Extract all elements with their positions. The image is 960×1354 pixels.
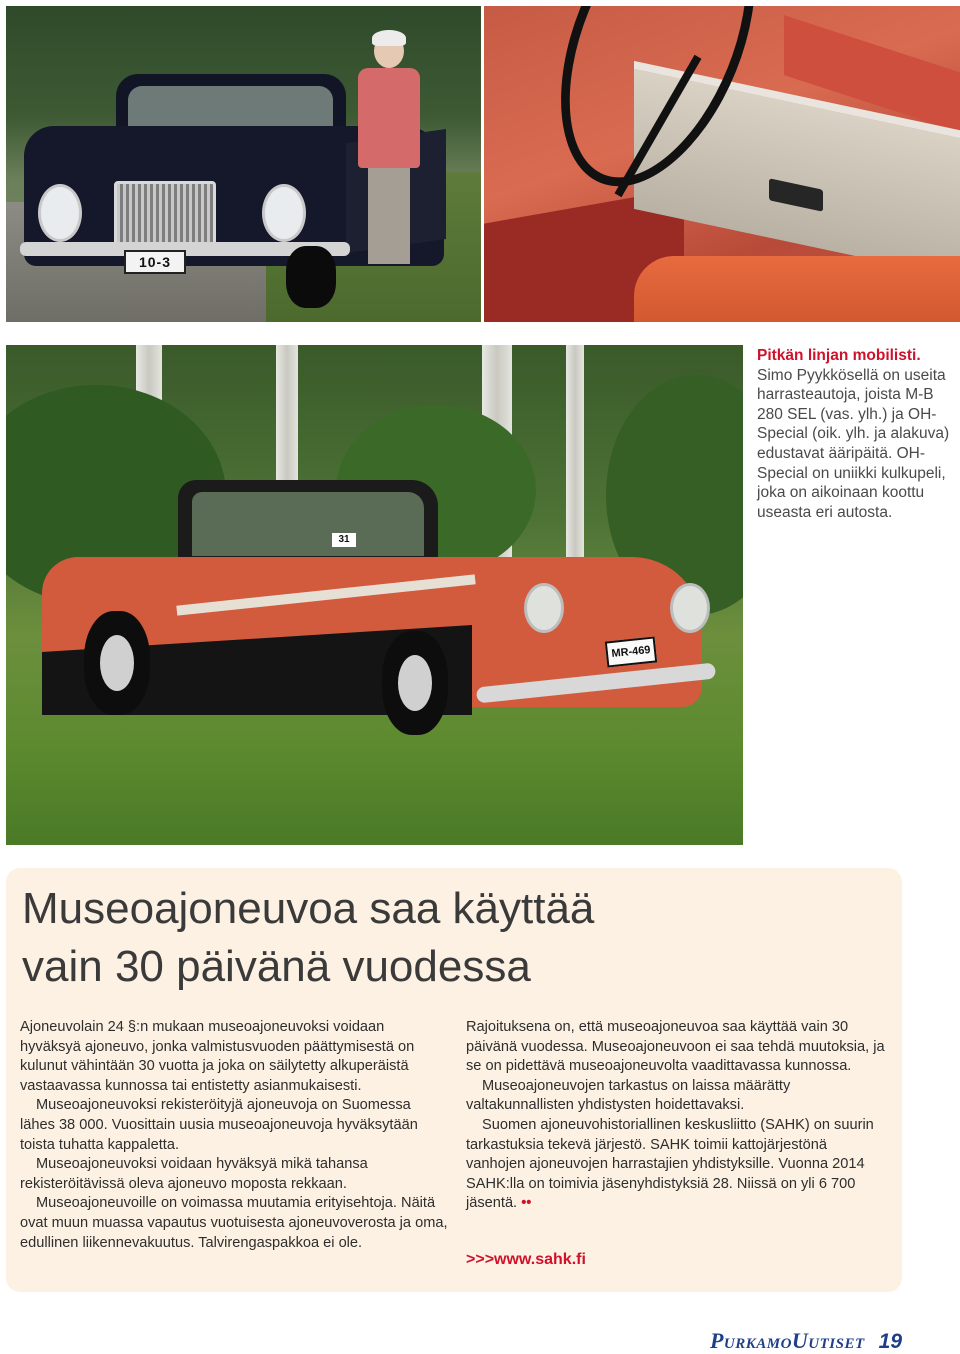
photo-oh-special	[6, 345, 743, 845]
car-window	[192, 492, 424, 556]
person-hair	[372, 30, 406, 46]
license-plate: MR-469	[605, 636, 657, 667]
article-column-right	[466, 1018, 890, 1214]
paragraph-text: Suomen ajoneuvohistoriallinen keskusliitto (SAHK) on suurin tarkastuksia tekevä järjestö. SAHK toimii kattojärjestönä vanhojen ajoneuvojen harrastajien yhdistyksille. Vuonna 2014 SAHK:lla on toimivia jäsenyhdistyksiä 28. Niissä on yli 6 700 jäsentä.	[466, 1116, 874, 1212]
caption-lead: Pitkän linjan mobilisti.	[757, 347, 921, 364]
article-column-left	[20, 1018, 448, 1253]
photo-caption	[757, 346, 955, 522]
caption-text: Simo Pyykkösellä on useita harrasteautoja, joista M-B 280 SEL (vas. ylh.) ja OH-Special (oik. ylh. ja alakuva) edustavat ääripäitä. OH-Special on uniikki kulkupeli, joka on aikoinaan koottu useasta eri autosta.	[757, 366, 950, 521]
photo-oh-special-interior	[484, 6, 960, 322]
magazine-name: PurkamoUutiset	[709, 1328, 865, 1353]
car-headlight-right	[262, 184, 306, 242]
car-headlight-right	[670, 583, 710, 633]
person-legs	[368, 168, 410, 264]
car-wheel	[286, 246, 336, 308]
windscreen-tag: 31	[332, 533, 356, 547]
car-headlight-left	[38, 184, 82, 242]
article-title-line2: vain 30 päivänä vuodessa	[22, 942, 531, 991]
paragraph: Museoajoneuvojen tarkastus on laissa määrätty valtakunnallisten yhdistysten hoidettavaksi.	[466, 1077, 791, 1114]
paragraph: Museoajoneuvoille on voimassa muutamia erityisehtoja. Näitä ovat muun muassa vapautus vuotuisesta ajoneuvoverosta ja oma, edullinen liikennevakuutus. Talvirengaspakkoa ei ole.	[20, 1195, 448, 1251]
car-headlight-left	[524, 583, 564, 633]
license-plate: 10-3	[124, 250, 186, 274]
article-title-line1: Museoajoneuvoa saa käyttää	[22, 884, 595, 933]
paragraph	[466, 1116, 890, 1214]
paragraph: Museoajoneuvoksi rekisteröityjä ajoneuvoja on Suomessa lähes 38 000. Vuosittain uusia museoajoneuvoja hyväksytään toista tuhatta kappaletta.	[20, 1097, 418, 1153]
page-number: 19	[878, 1330, 902, 1353]
end-mark: ••	[521, 1195, 532, 1212]
link-arrows: >>>	[466, 1251, 495, 1268]
paragraph: Museoajoneuvoksi voidaan hyväksyä mikä tahansa rekisteröitävissä oleva ajoneuvo moposta rekkaan.	[20, 1156, 368, 1192]
paragraph: Rajoituksena on, että museoajoneuvoa saa käyttää vain 30 päivänä vuodessa. Museoajoneuvoon ei saa tehdä muutoksia, ja se on pidettävä museoajoneuvolta vaadittavassa kunnossa.	[466, 1019, 885, 1075]
car-hubcap	[100, 635, 134, 691]
paragraph: Ajoneuvolain 24 §:n mukaan museoajoneuvoksi voidaan hyväksyä ajoneuvo, jonka valmistusvuoden päättymisestä on kulunut vähintään 30 vuotta ja joka on säilytetty alkuperäistä vastaavassa kunnossa tai entistetty asianmukaisesti.	[20, 1019, 415, 1094]
car-hubcap	[398, 655, 432, 711]
person-simo	[358, 34, 420, 264]
article-title	[22, 880, 882, 996]
page-footer	[710, 1328, 902, 1354]
person-shirt	[358, 68, 420, 168]
interior-seat	[634, 256, 960, 322]
website-link[interactable]	[466, 1251, 586, 1269]
photo-mercedes-280sel	[6, 6, 481, 322]
link-url[interactable]: www.sahk.fi	[494, 1251, 586, 1268]
